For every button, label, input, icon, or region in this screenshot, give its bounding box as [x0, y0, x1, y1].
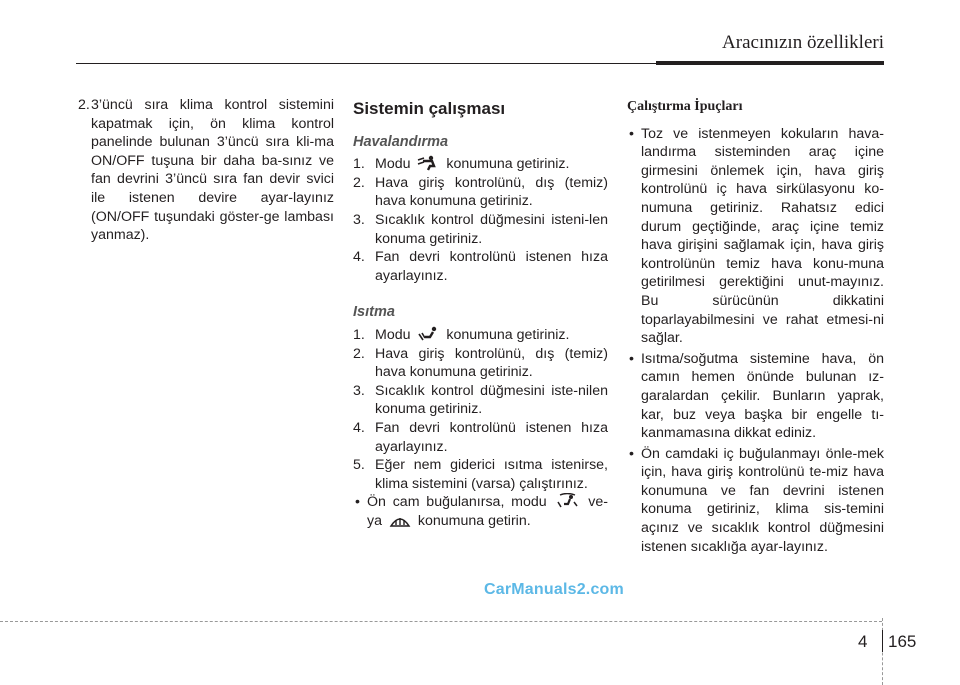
bullet-dot: • — [629, 125, 634, 142]
item-text: Modu — [375, 326, 411, 343]
bullet-dot: • — [355, 494, 360, 511]
header-rule — [76, 63, 656, 64]
item-text: 3’üncü sıra klima kontrol sistemini kapatmak için, ön klima kontrol panelinde bulunan 3’üncü sıra kli-ma ON/OFF tuşuna bir daha ba-sınız ve fan devrini 3’üncü sıra fan devir svici ile istenen devire ayar-layınız (ON/OFF tuşundaki göster-ge lambası yanmaz). — [91, 97, 334, 244]
vent-mode-icon — [417, 155, 439, 171]
column-2 — [353, 96, 608, 532]
bullet-item — [353, 493, 608, 530]
defrost-icon — [389, 512, 411, 528]
item-text: Fan devri kontrolünü istenen hıza ayarlayınız. — [375, 419, 608, 455]
list-item — [353, 456, 608, 493]
item-text: Sıcaklık kontrol düğmesini isteni-len konuma getiriniz. — [375, 211, 608, 247]
list-item — [353, 345, 608, 382]
item-number: 3. — [353, 382, 365, 399]
header-rule-accent — [656, 61, 884, 65]
bullet-dot: • — [629, 445, 634, 462]
item-number: 4. — [353, 249, 365, 266]
bullet-item — [627, 445, 884, 557]
page-number: 165 — [888, 632, 917, 651]
item-text: Hava giriş kontrolünü, dış (temiz) hava konumuna getiriniz. — [375, 174, 608, 210]
bullet-dot: • — [629, 350, 634, 367]
bullet-item — [627, 125, 884, 348]
item-number: 2. — [353, 345, 365, 362]
list-item — [353, 419, 608, 456]
item-number: 4. — [353, 419, 365, 436]
chapter-number: 4 — [858, 632, 868, 651]
page-number-divider — [882, 630, 883, 652]
item-text: Ön camdaki iç buğulanmayı önle-mek için, hava giriş kontrolünü te-miz hava konumuna ve fan devrini istenen konuma getiriniz, klima sis-temini açınız ve sıcaklık kontrol düğmesini istenen sıcaklığa ayar-layınız. — [641, 445, 884, 555]
item-text: konumuna getirin. — [417, 512, 531, 529]
list-item — [353, 174, 608, 211]
list-item — [353, 382, 608, 419]
section-heading: Sistemin çalışması — [353, 99, 506, 118]
item-number: 2. — [353, 174, 365, 191]
chapter-title: Aracınızın özellikleri — [722, 32, 884, 53]
list-item — [353, 326, 608, 345]
item-number: 1. — [353, 156, 365, 173]
footer-rule — [0, 621, 882, 622]
list-item — [78, 96, 334, 245]
column-3 — [627, 96, 884, 558]
bullet-item — [627, 350, 884, 443]
item-text: konumuna getiriniz. — [446, 326, 570, 343]
item-text: ve-ya — [367, 494, 608, 529]
item-number: 5. — [353, 457, 365, 474]
item-text: Ön cam buğulanırsa, modu — [367, 494, 547, 511]
list-item — [353, 155, 608, 174]
list-item — [353, 211, 608, 248]
item-text: konumuna getiriniz. — [446, 156, 570, 173]
ventilation-heading: Havalandırma — [353, 133, 449, 150]
heating-heading: Isıtma — [353, 304, 395, 321]
item-text: Fan devri kontrolünü istenen hıza ayarlayınız. — [375, 249, 608, 284]
list-item — [353, 248, 608, 285]
floor-defrost-mode-icon — [556, 493, 578, 509]
item-text: Eğer nem giderici ısıtma istenirse, klima sistemini (varsa) çalıştırınız. — [375, 457, 608, 492]
item-number: 2. — [78, 97, 90, 113]
item-number: 1. — [353, 326, 365, 343]
item-text: Sıcaklık kontrol düğmesini iste-nilen konuma getiriniz. — [375, 382, 608, 418]
item-text: Toz ve istenmeyen kokuların hava-landırma sisteminden araç içine girmesini önlemek için, hava giriş kontrolünü iç hava sirkülasyonu ko-numuna getiriniz. Rahatsız edici durum geçtiğinde, araç içine temiz hava girişini sağlamak için, hava giriş kontrolünün temiz hava konu-muna getirilmesi gerektiğini unut-mayınız. Bu sürücünün dikkatini toparlayabilmesini ve rahat etmesi-ni sağlar. — [641, 125, 884, 347]
item-text: Isıtma/soğutma sistemine hava, ön camın hemen önünde bulunan ız-garalardan çekilir. Bunların yaprak, kar, buz veya başka bir engelle tı-kanmamasına dikkat ediniz. — [641, 350, 884, 442]
watermark-link[interactable]: CarManuals2.com — [484, 581, 624, 598]
item-text: Modu — [375, 156, 411, 173]
item-text: Hava giriş kontrolünü, dış (temiz) hava konumuna getiriniz. — [375, 345, 608, 381]
floor-mode-icon — [417, 326, 439, 342]
tips-heading: Çalıştırma İpuçları — [627, 99, 743, 114]
column-1 — [78, 96, 334, 245]
item-number: 3. — [353, 211, 365, 228]
